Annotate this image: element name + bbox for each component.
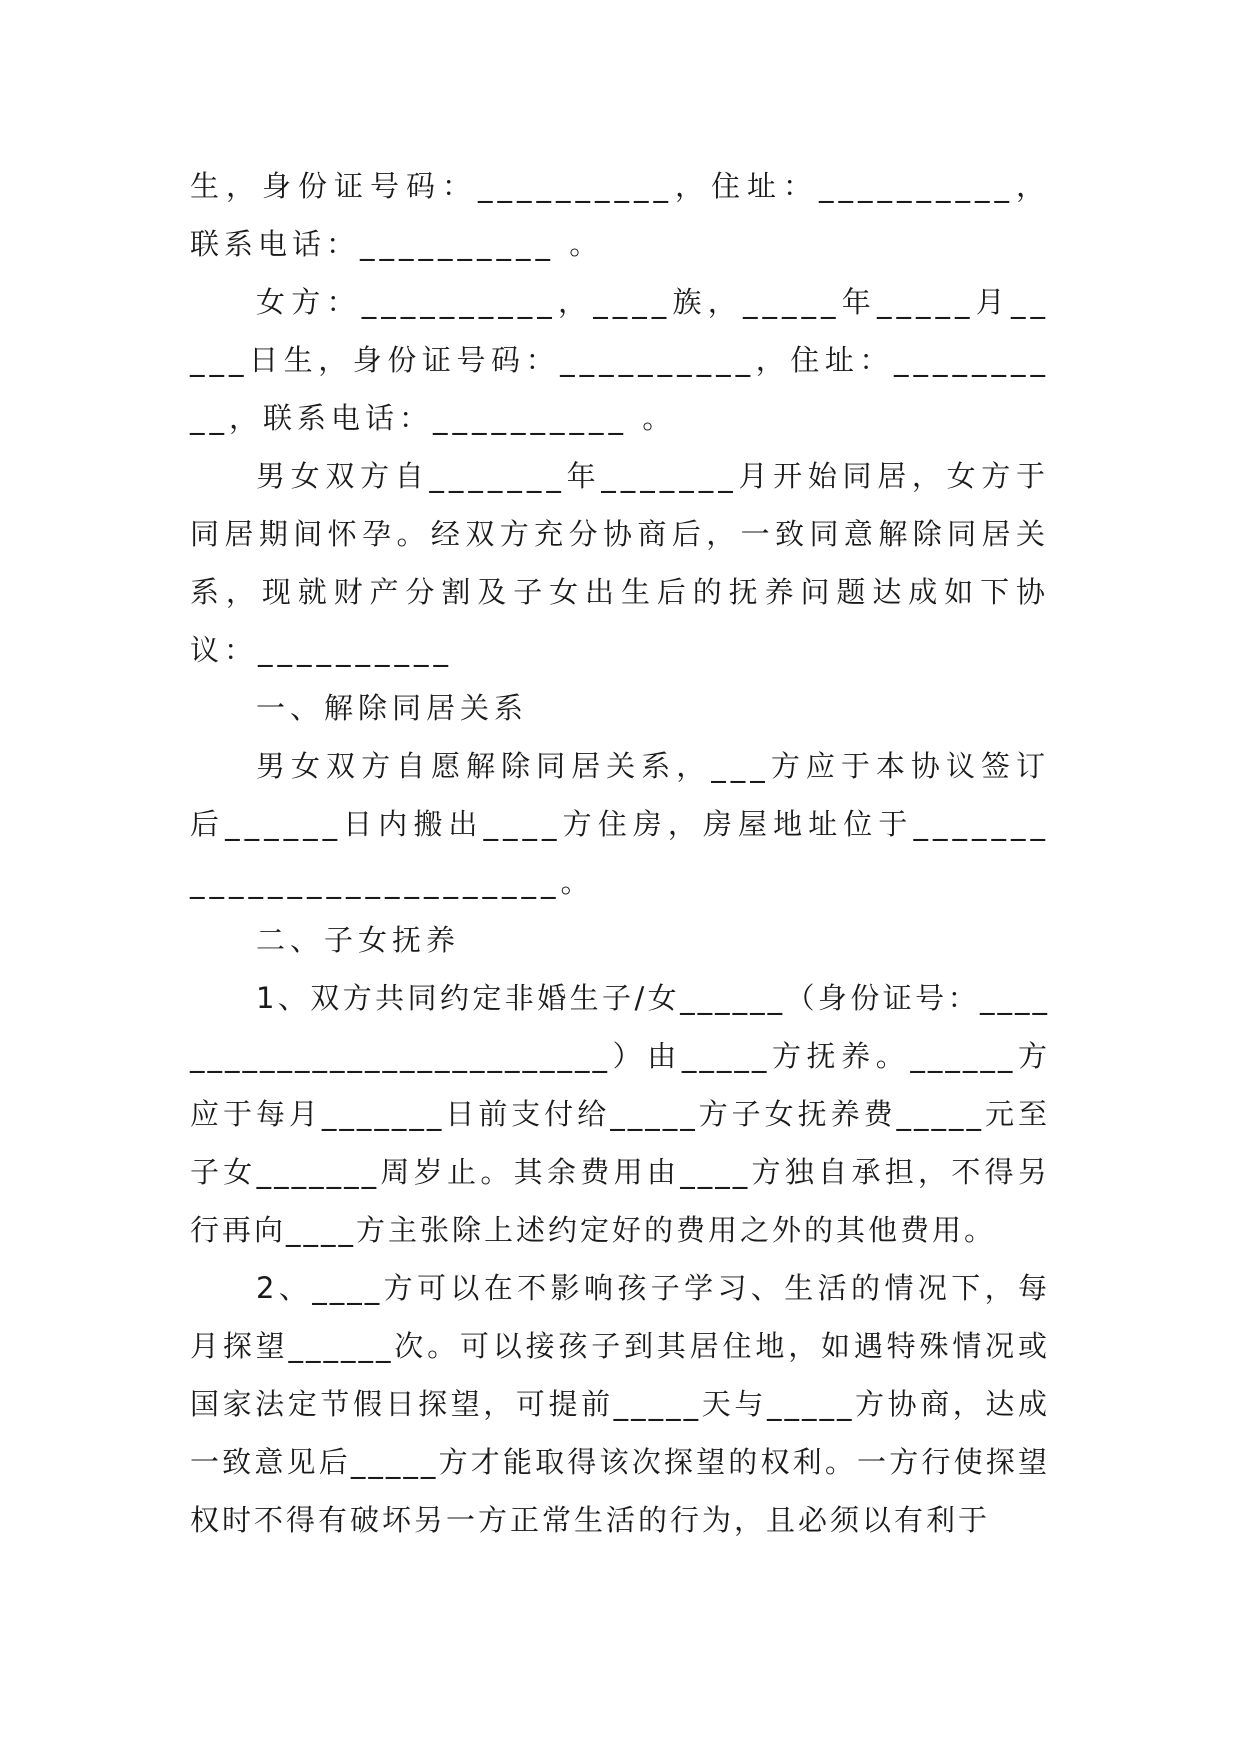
document-body — [190, 157, 1050, 1549]
paragraph: 1、双方共同约定非婚生子/女______（身份证号：____________________________）由_____方抚养。______方应于每月_______日前支付给_____方子女抚养费_____元至子女_______周岁止。其余费用由____方独自承担，不得另行再向____方主张除上述约定好的费用之外的其他费用。 — [190, 981, 1050, 1247]
paragraph: 男女双方自愿解除同居关系，___方应于本协议签订后______日内搬出____方住房，房屋地址位于__________________________。 — [190, 749, 1050, 899]
paragraph: 2、____方可以在不影响孩子学习、生活的情况下，每月探望______次。可以接孩子到其居住地，如遇特殊情况或国家法定节假日探望，可提前_____天与_____方协商，达成一致意见后_____方才能取得该次探望的权利。一方行使探望权时不得有破坏另一方正常生活的行为，且必须以有利于 — [190, 1271, 1050, 1537]
paragraph: 男女双方自_______年_______月开始同居，女方于同居期间怀孕。经双方充分协商后，一致同意解除同居关系，现就财产分割及子女出生后的抚养问题达成如下协议：__________ — [190, 459, 1050, 667]
paragraph: 二、子女抚养 — [256, 923, 461, 957]
paragraph: 一、解除同居关系 — [256, 691, 529, 725]
paragraph: 女方：__________，____族，_____年_____月_____日生，身份证号码：__________，住址：__________，联系电话：__________ 。 — [190, 285, 1050, 435]
paragraph: 生，身份证号码：__________，住址：__________，联系电话：__________ 。 — [190, 169, 1050, 261]
